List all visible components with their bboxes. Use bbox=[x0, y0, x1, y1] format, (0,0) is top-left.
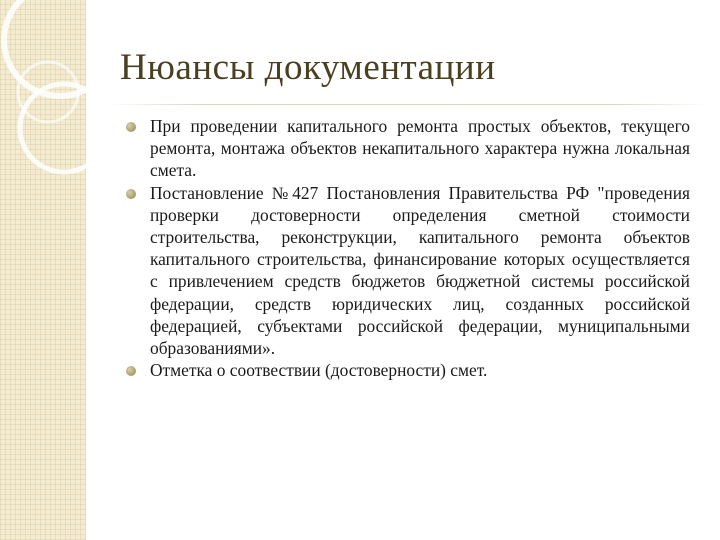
bullet-item bbox=[128, 115, 690, 182]
bullet-list bbox=[128, 115, 690, 381]
bullet-dot-icon bbox=[126, 122, 136, 132]
bullet-dot-icon bbox=[126, 189, 136, 199]
bullet-dot-icon bbox=[126, 366, 136, 376]
bullet-text: Отметка о соотвествии (достоверности) смет. bbox=[150, 360, 488, 381]
bullet-item bbox=[128, 182, 690, 360]
bullet-text: При проведении капитального ремонта простых объектов, текущего ремонта, монтажа объектов некапитального характера нужна локальная смета. bbox=[150, 116, 690, 181]
bullet-text: Постановление №427 Постановления Правительства РФ "проведения проверки достоверности определения сметной стоимости строительства, реконструкции, капитального ремонта объектов капитального строительства, финансирование которых осуществляется с привлечением средств бюджетов бюджетной системы российской федерации, средств юридических лиц, созданных российской федерацией, субъектами российской федерации, муниципальными образованиями». bbox=[150, 182, 690, 359]
slide-title: Нюансы документации bbox=[120, 47, 496, 88]
decorative-side-strip bbox=[0, 0, 86, 540]
decorative-circles-icon bbox=[0, 0, 86, 540]
bullet-item bbox=[128, 359, 690, 381]
title-divider bbox=[108, 104, 708, 105]
